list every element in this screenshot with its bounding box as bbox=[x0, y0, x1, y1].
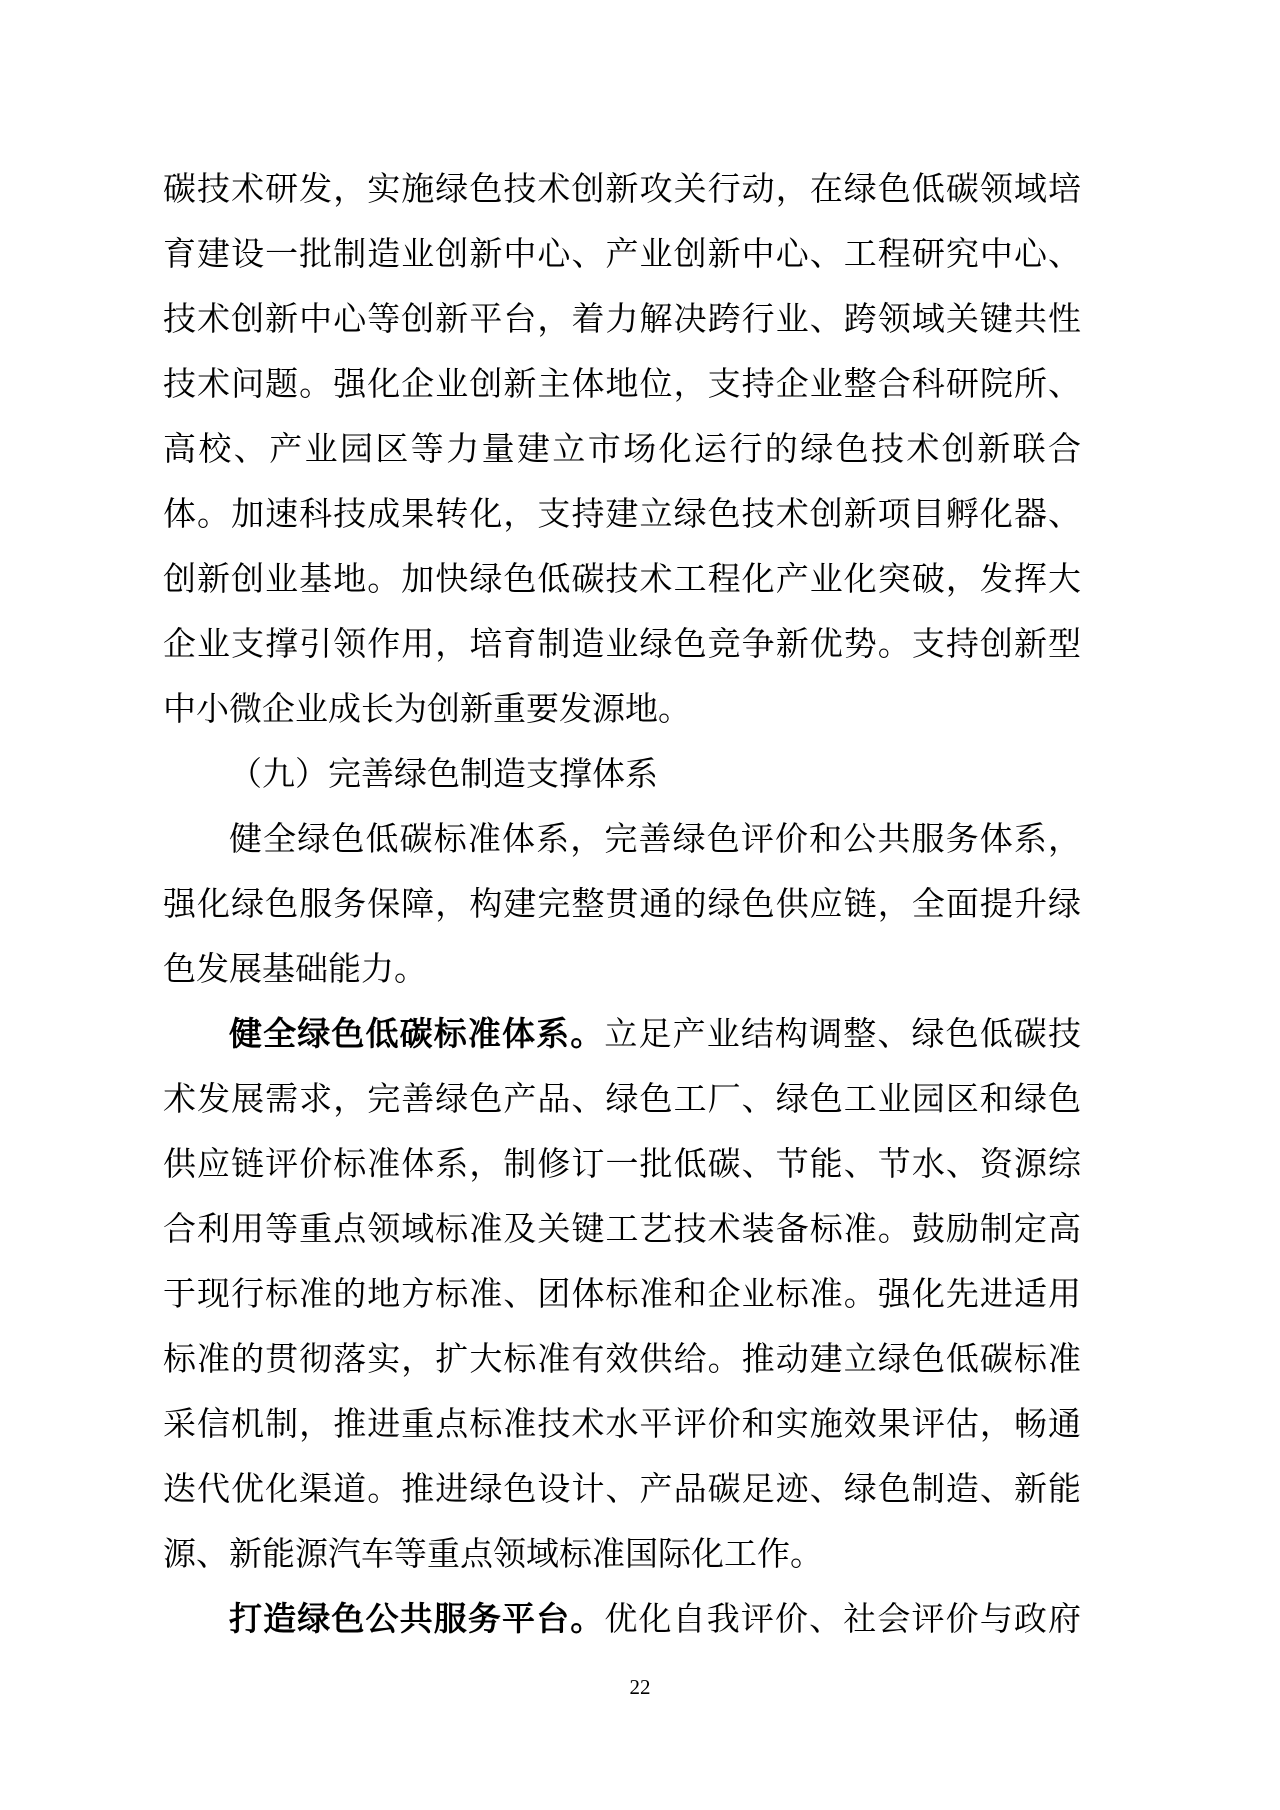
body-line: 迭代优化渠道。推进绿色设计、产品碳足迹、绿色制造、新能 bbox=[163, 1472, 1081, 1508]
body-line: 供应链评价标准体系，制修订一批低碳、节能、节水、资源综 bbox=[163, 1147, 1081, 1183]
body-line: 碳技术研发，实施绿色技术创新攻关行动，在绿色低碳领域培 bbox=[163, 172, 1081, 208]
body-line: 高校、产业园区等力量建立市场化运行的绿色技术创新联合 bbox=[163, 432, 1081, 468]
bold-lead-text: 打造绿色公共服务平台。 bbox=[229, 1602, 605, 1638]
body-line: 标准的贯彻落实，扩大标准有效供给。推动建立绿色低碳标准 bbox=[163, 1342, 1081, 1378]
paragraph-platform bbox=[163, 1588, 1081, 1653]
body-line: 于现行标准的地方标准、团体标准和企业标准。强化先进适用 bbox=[163, 1277, 1081, 1313]
body-line: 创新创业基地。加快绿色低碳技术工程化产业化突破，发挥大 bbox=[163, 562, 1081, 598]
body-line: 色发展基础能力。 bbox=[163, 952, 427, 988]
section-heading: （九）完善绿色制造支撑体系 bbox=[229, 757, 658, 793]
body-line: 企业支撑引领作用，培育制造业绿色竞争新优势。支持创新型 bbox=[163, 627, 1081, 663]
bold-lead-text: 健全绿色低碳标准体系。 bbox=[229, 1017, 605, 1053]
body-line: 技术问题。强化企业创新主体地位，支持企业整合科研院所、 bbox=[163, 367, 1081, 403]
page-number: 22 bbox=[629, 1675, 651, 1699]
body-line bbox=[163, 1003, 1081, 1068]
body-line-text: 优化自我评价、社会评价与政府 bbox=[604, 1602, 1081, 1638]
body-line bbox=[163, 1588, 1081, 1653]
body-line: 中小微企业成长为创新重要发源地。 bbox=[163, 692, 691, 728]
paragraph-overview bbox=[163, 808, 1081, 1003]
body-line: 育建设一批制造业创新中心、产业创新中心、工程研究中心、 bbox=[163, 237, 1081, 273]
body-line: 术发展需求，完善绿色产品、绿色工厂、绿色工业园区和绿色 bbox=[163, 1082, 1081, 1118]
paragraph-standards bbox=[163, 1003, 1081, 1588]
body-line: 技术创新中心等创新平台，着力解决跨行业、跨领域关键共性 bbox=[163, 302, 1081, 338]
body-line: 合利用等重点领域标准及关键工艺技术装备标准。鼓励制定高 bbox=[163, 1212, 1081, 1248]
body-line: 强化绿色服务保障，构建完整贯通的绿色供应链，全面提升绿 bbox=[163, 887, 1081, 923]
body-line: 采信机制，推进重点标准技术水平评价和实施效果评估，畅通 bbox=[163, 1407, 1081, 1443]
body-line: 健全绿色低碳标准体系，完善绿色评价和公共服务体系， bbox=[229, 822, 1081, 858]
paragraph-carryover bbox=[163, 158, 1081, 743]
body-line: 源、新能源汽车等重点领域标准国际化工作。 bbox=[163, 1537, 823, 1573]
document-body bbox=[163, 158, 1081, 1653]
body-line-text: 立足产业结构调整、绿色低碳技 bbox=[604, 1017, 1081, 1053]
body-line: 体。加速科技成果转化，支持建立绿色技术创新项目孵化器、 bbox=[163, 497, 1081, 533]
